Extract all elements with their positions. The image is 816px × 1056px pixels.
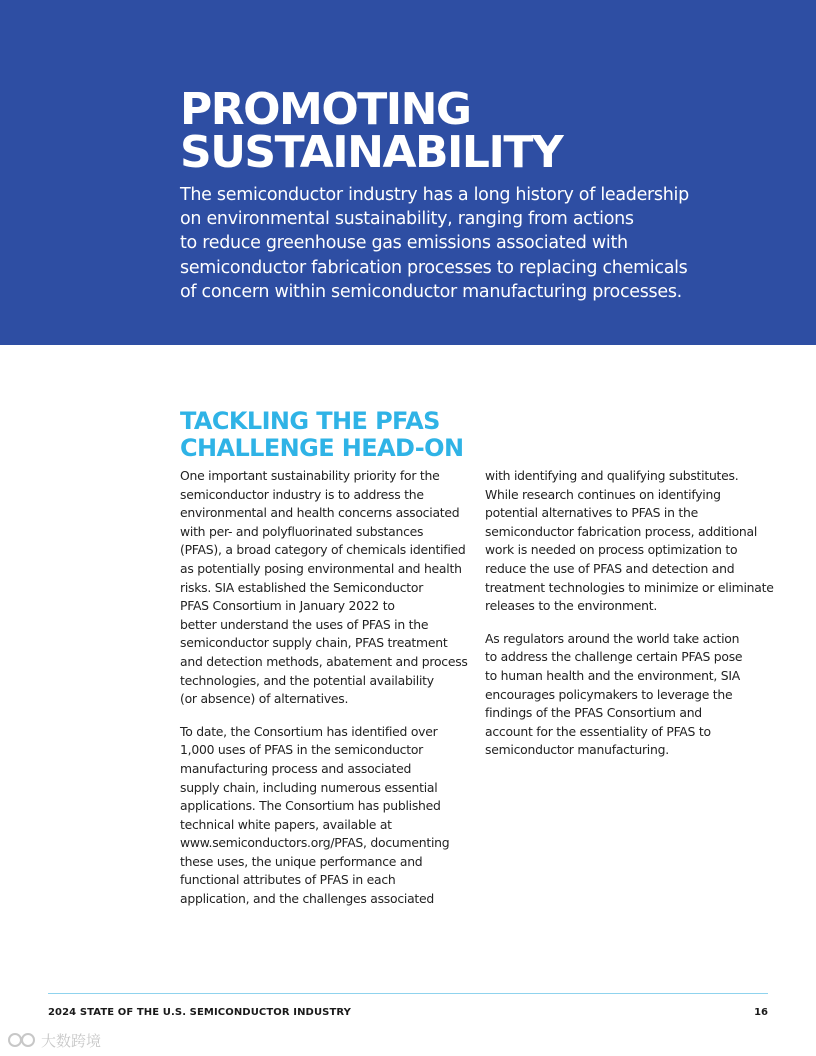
page-title [180,84,563,178]
text-line: semiconductor supply chain, PFAS treatment [180,635,448,651]
body-column-right [485,467,785,774]
text-line: and detection methods, abatement and process [180,653,468,669]
intro-line: to reduce greenhouse gas emissions associated with [180,233,628,254]
section-heading [180,408,463,462]
text-line: technical white papers, available at [180,816,392,832]
hero-banner [0,0,816,345]
text-line: better understand the uses of PFAS in the [180,616,429,632]
text-line: functional attributes of PFAS in each [180,872,396,888]
text-line: work is needed on process optimization to [485,542,738,558]
text-line: potential alternatives to PFAS in the [485,505,698,521]
page-title-line: PROMOTING [180,84,471,135]
text-line: One important sustainability priority for the [180,468,440,483]
text-line: to human health and the environment, SIA [485,667,741,683]
text-line: releases to the environment. [485,598,658,614]
body-paragraph [180,723,470,909]
text-line: application, and the challenges associated [180,891,435,907]
text-line: To date, the Consortium has identified over [180,723,438,739]
watermark-logo-icon [6,1030,38,1050]
text-line: encourages policymakers to leverage the [485,686,733,702]
section-heading-line: CHALLENGE HEAD-ON [180,434,464,462]
body-paragraph [485,630,785,760]
text-line: these uses, the unique performance and [180,853,423,869]
text-line: semiconductor fabrication process, additional [485,523,758,539]
body-paragraph [485,467,785,616]
text-line: with identifying and qualifying substitutes. [485,468,739,483]
body-column-left [180,467,470,923]
text-line: PFAS Consortium in January 2022 to [180,598,395,614]
text-line: applications. The Consortium has published [180,798,441,814]
text-line: While research continues on identifying [485,486,721,502]
section-heading-line: TACKLING THE PFAS [180,407,440,435]
text-line: to address the challenge certain PFAS pose [485,649,743,665]
text-line: findings of the PFAS Consortium and [485,705,702,721]
text-line: (or absence) of alternatives. [180,691,349,707]
text-line: supply chain, including numerous essential [180,779,438,795]
text-line: reduce the use of PFAS and detection and [485,560,735,576]
text-line: with per- and polyfluorinated substances [180,523,424,539]
text-line: environmental and health concerns associated [180,505,460,521]
page-number: 16 [754,1007,768,1018]
text-line: (PFAS), a broad category of chemicals identified [180,542,466,558]
text-line: risks. SIA established the Semiconductor [180,579,424,595]
page-title-line: SUSTAINABILITY [180,127,563,178]
text-line: account for the essentiality of PFAS to [485,723,711,739]
text-line: as potentially posing environmental and health [180,560,462,576]
intro-paragraph [180,183,710,304]
watermark [6,1029,101,1051]
text-line: www.semiconductors.org/PFAS, documenting [180,835,450,851]
text-line: treatment technologies to minimize or eliminate [485,579,774,595]
footer-report-title: 2024 STATE OF THE U.S. SEMICONDUCTOR INDUSTRY [48,1007,351,1018]
text-line: As regulators around the world take action [485,630,740,646]
text-line: 1,000 uses of PFAS in the semiconductor [180,742,424,758]
text-line: semiconductor manufacturing. [485,742,669,758]
intro-line: on environmental sustainability, ranging from actions [180,209,634,230]
body-paragraph [180,467,470,709]
intro-line: of concern within semiconductor manufacturing processes. [180,281,682,302]
text-line: manufacturing process and associated [180,760,412,776]
intro-line: The semiconductor industry has a long history of leadership [180,185,689,205]
watermark-text: 大数跨境 [41,1031,102,1050]
text-line: semiconductor industry is to address the [180,486,424,502]
intro-line: semiconductor fabrication processes to replacing chemicals [180,257,688,278]
text-line: technologies, and the potential availability [180,672,434,688]
footer-divider [48,993,768,994]
